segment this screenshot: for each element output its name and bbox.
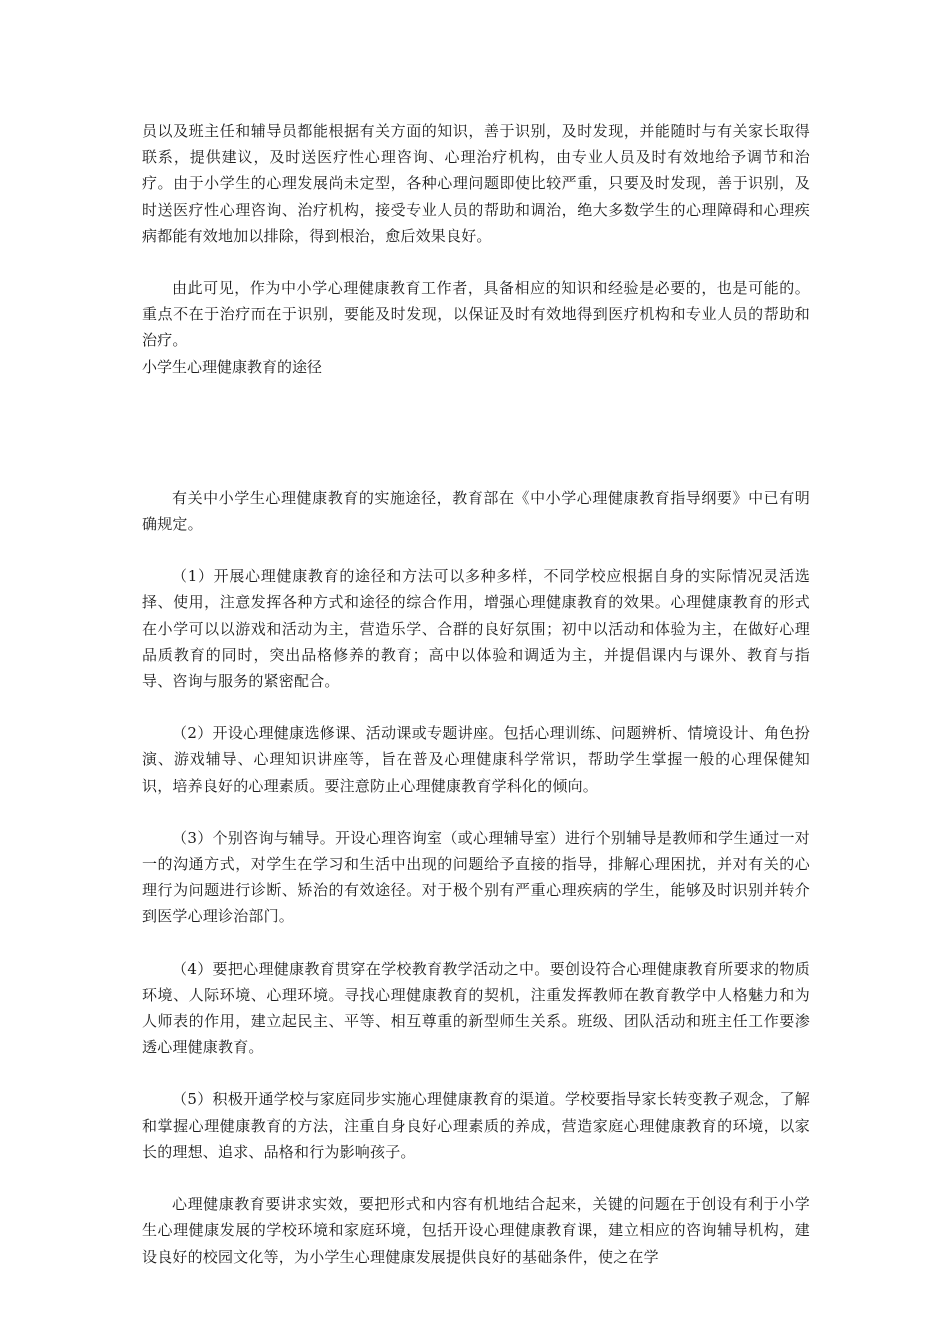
paragraph-gap xyxy=(142,1165,810,1191)
paragraph-gap xyxy=(142,1060,810,1086)
paragraph-item-1: （1）开展心理健康教育的途径和方法可以多种多样，不同学校应根据自身的实际情况灵活选择、使用，注意发挥各种方式和途径的综合作用，增强心理健康教育的效果。心理健康教育的形式在小学可以以游戏和活动为主，营造乐学、合群的良好氛围；初中以活动和体验为主，在做好心理品质教育的同时，突出品格修养的教育；高中以体验和调适为主，并提倡课内与课外、教育与指导、咨询与服务的紧密配合。 xyxy=(142,567,810,691)
paragraph-intro: 有关中小学生心理健康教育的实施途径，教育部在《中小学心理健康教育指导纲要》中已有明确规定。 xyxy=(142,488,810,534)
section-gap xyxy=(142,380,810,485)
paragraph-item-5: （5）积极开通学校与家庭同步实施心理健康教育的渠道。学校要指导家长转变教子观念，了解和掌握心理健康教育的方法，注重自身良好心理素质的养成，营造家庭心理健康教育的环境，以家长的理想、追求、品格和行为影响孩子。 xyxy=(142,1090,810,1161)
paragraph-closing: 心理健康教育要讲求实效，要把形式和内容有机地结合起来，关键的问题在于创设有利于小学生心理健康发展的学校环境和家庭环境，包括开设心理健康教育课，建立相应的咨询辅导机构，建设良好的校园文化等，为小学生心理健康发展提供良好的基础条件，使之在学 xyxy=(142,1195,810,1266)
paragraph-gap xyxy=(142,694,810,720)
paragraph-continuation: 员以及班主任和辅导员都能根据有关方面的知识，善于识别，及时发现，并能随时与有关家长取得联系，提供建议，及时送医疗性心理咨询、心理治疗机构，由专业人员及时有效地给予调节和治疗。由于小学生的心理发展尚未定型，各种心理问题即使比较严重，只要及时发现，善于识别，及时送医疗性心理咨询、治疗机构，接受专业人员的帮助和调治，绝大多数学生的心理障碍和心理疾病都能有效地加以排除，得到根治，愈后效果良好。 xyxy=(142,122,810,245)
document-page xyxy=(142,118,810,1270)
paragraph-gap xyxy=(142,249,810,275)
paragraph-item-3: （3）个别咨询与辅导。开设心理咨询室（或心理辅导室）进行个别辅导是教师和学生通过一对一的沟通方式，对学生在学习和生活中出现的问题给予直接的指导，排解心理困扰，并对有关的心理行为问题进行诊断、矫治的有效途径。对于极个别有严重心理疾病的学生，能够及时识别并转介到医学心理诊治部门。 xyxy=(142,828,810,926)
paragraph-gap xyxy=(142,799,810,825)
paragraph-gap xyxy=(142,537,810,563)
section-heading: 小学生心理健康教育的途径 xyxy=(142,357,323,376)
paragraph-item-2: （2）开设心理健康选修课、活动课或专题讲座。包括心理训练、问题辨析、情境设计、角色扮演、游戏辅导、心理知识讲座等，旨在普及心理健康科学常识，帮助学生掌握一般的心理保健知识，培养良好的心理素质。要注意防止心理健康教育学科化的倾向。 xyxy=(142,724,810,795)
paragraph-item-4: （4）要把心理健康教育贯穿在学校教育教学活动之中。要创设符合心理健康教育所要求的物质环境、人际环境、心理环境。寻找心理健康教育的契机，注重发挥教师在教育教学中人格魅力和为人师表的作用，建立起民主、平等、相互尊重的新型师生关系。班级、团队活动和班主任工作要渗透心理健康教育。 xyxy=(142,959,810,1057)
paragraph-gap xyxy=(142,930,810,956)
paragraph-conclusion: 由此可见，作为中小学心理健康教育工作者，具备相应的知识和经验是必要的，也是可能的。重点不在于治疗而在于识别，要能及时发现，以保证及时有效地得到医疗机构和专业人员的帮助和治疗。 xyxy=(142,279,810,350)
